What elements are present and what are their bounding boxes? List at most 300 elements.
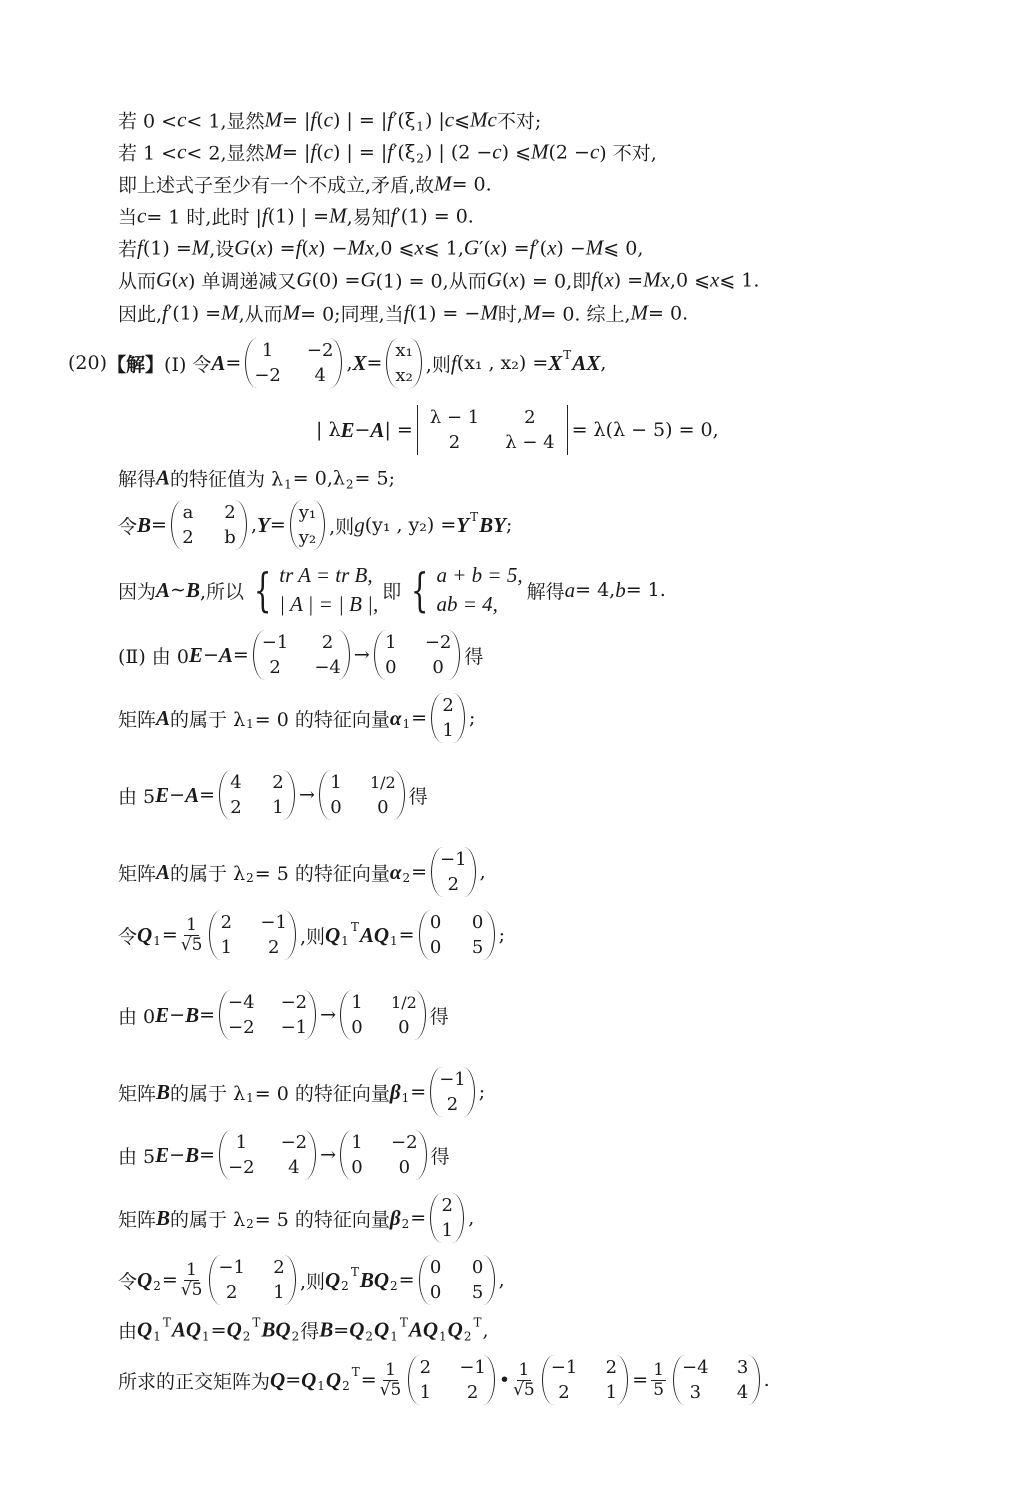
matrix-entry: 1	[442, 720, 454, 741]
text-run: ,	[498, 1269, 505, 1291]
matrix	[219, 1130, 316, 1180]
text-run: 得	[464, 645, 484, 668]
text-run: ) ⩽	[501, 141, 531, 163]
matrix	[419, 910, 495, 960]
math-variable: c	[444, 107, 455, 132]
text-run: =	[199, 784, 216, 806]
text-line	[118, 267, 759, 294]
matrix-entry: 0	[377, 797, 389, 818]
matrix	[171, 500, 247, 550]
matrix-entry: 2	[441, 1195, 453, 1216]
text-run: 即上述式子至少有一个不成立,矛盾,故	[118, 174, 435, 197]
matrix-entry: 5	[471, 937, 484, 958]
text-run: ) | = |	[332, 109, 388, 131]
text-run: ′(ξ	[393, 141, 416, 163]
text-run: (1) = 0,从而	[375, 270, 487, 293]
text-run: =	[410, 1081, 427, 1103]
math-variable: x	[547, 235, 557, 260]
subscript: 2	[390, 1279, 398, 1293]
subscript: 1	[390, 1329, 398, 1343]
math-variable: x	[178, 267, 188, 292]
math-variable: c	[589, 139, 600, 164]
text-run: ,所以	[199, 580, 245, 603]
math-variable: c	[323, 139, 333, 164]
text-run: =	[199, 1144, 216, 1166]
math-variable: M	[585, 235, 604, 260]
text-run: =	[398, 1269, 415, 1291]
numerator: 1	[518, 1359, 530, 1380]
text-run: ) |	[424, 109, 445, 131]
matrix-entry: y₂	[298, 527, 317, 548]
text-run: =	[225, 352, 242, 374]
subscript: 1	[416, 119, 424, 133]
text-run: 令	[118, 1270, 138, 1293]
subscript: 1	[317, 1379, 325, 1393]
text-run: = 0.	[648, 302, 689, 324]
text-run: = 0 的特征向量	[254, 1082, 390, 1105]
math-bold-symbol: Q	[301, 1367, 317, 1392]
denominator: √5	[379, 1379, 402, 1400]
math-bold-symbol: A	[185, 782, 200, 807]
text-run: ) = 0,即	[518, 270, 592, 293]
math-bold-symbol: Q	[137, 1267, 153, 1292]
numerator: 1	[653, 1359, 665, 1380]
text-run: =	[632, 1369, 649, 1391]
matrix-entry: λ − 4	[505, 432, 555, 453]
math-variable: M	[191, 235, 210, 260]
math-bold-symbol: Q	[226, 1317, 242, 1342]
matrix-entry: 3	[689, 1382, 702, 1403]
subscript: 2	[345, 477, 354, 491]
math-bold-symbol: E	[155, 782, 170, 807]
matrix-entry: −2	[228, 1017, 255, 1038]
math-variable: f	[162, 300, 168, 325]
matrix-entry: 4	[288, 1157, 300, 1178]
text-run: ) −	[318, 237, 348, 259]
math-bold-symbol: B	[185, 1142, 200, 1167]
matrix	[673, 1355, 760, 1405]
text-run: (Ⅱ) 由 0	[118, 645, 189, 668]
math-variable: x	[308, 235, 319, 260]
text-run: 时,	[497, 303, 523, 326]
matrix	[340, 1130, 427, 1180]
math-variable: M	[329, 203, 347, 228]
math-variable: M	[480, 300, 498, 325]
matrix-entry: −2	[306, 340, 334, 361]
text-line	[118, 1193, 474, 1243]
text-run: | λ	[316, 419, 341, 441]
text-run: −	[202, 644, 219, 666]
text-run: = 0. 综上,	[540, 303, 631, 326]
text-run: 不对;	[496, 110, 542, 133]
text-run: = |	[282, 109, 311, 131]
text-run: ) | = |	[332, 141, 388, 163]
math-bold-symbol: B	[319, 1317, 334, 1342]
math-variable: f	[403, 300, 410, 325]
subscript: 1	[202, 1329, 210, 1343]
text-run: 因此,	[118, 303, 163, 326]
matrix-entry: 2	[230, 797, 242, 818]
text-run: −	[354, 419, 371, 441]
text-run: ⩽	[454, 109, 471, 131]
matrix-entry-fraction: 1/2	[391, 993, 417, 1012]
math-variable: x	[490, 235, 501, 260]
matrix-entry: 2	[269, 657, 281, 678]
text-run: = 1.	[625, 579, 666, 601]
math-variable: x	[256, 235, 267, 260]
text-line	[118, 139, 657, 166]
matrix-entry: 0	[330, 797, 342, 818]
math-variable: Mc	[470, 107, 497, 132]
text-run: =	[411, 707, 428, 729]
text-run: = 5;	[354, 467, 395, 489]
matrix-entry: 4	[314, 365, 326, 386]
math-variable: M	[531, 139, 549, 164]
matrix-entry: 2	[605, 1357, 618, 1378]
superscript: T	[351, 1365, 360, 1379]
matrix	[245, 338, 342, 388]
text-run: ,则	[425, 353, 451, 376]
matrix-entry: 2	[466, 1382, 479, 1403]
matrix-entry: 0	[471, 1257, 484, 1278]
math-variable: g	[354, 512, 365, 537]
math-variable: b	[615, 577, 626, 602]
matrix-entry: −2	[280, 1132, 308, 1153]
subscript: 1	[390, 934, 398, 948]
math-variable: M	[282, 300, 301, 325]
matrix	[431, 693, 465, 743]
text-run: =	[366, 352, 383, 374]
matrix-entry: 2	[419, 1357, 432, 1378]
fraction	[513, 1361, 535, 1399]
matrix-entry: x₁	[395, 340, 413, 361]
matrix-entry: 1	[605, 1382, 618, 1403]
math-variable: c	[492, 139, 502, 164]
matrix-entry: −1	[440, 849, 467, 870]
text-run: ) =	[266, 237, 296, 259]
math-variable: G	[156, 267, 172, 292]
matrix-entry: −4	[314, 657, 341, 678]
text-run: ′(1) =	[167, 302, 222, 324]
matrix-entry: 1	[220, 937, 233, 958]
math-bold-symbol: BQ	[359, 1267, 390, 1292]
text-line	[118, 500, 512, 550]
denominator: 5	[653, 1379, 665, 1400]
matrix-entry: 2	[224, 502, 236, 523]
text-run: (	[316, 109, 324, 131]
system-row: tr A = tr B,	[279, 563, 373, 587]
math-variable: M	[522, 300, 541, 325]
text-run: < 2,显然	[186, 142, 265, 165]
text-run: ,设	[209, 238, 235, 261]
matrix-entry: 0	[398, 1017, 410, 1038]
matrix-entry: −2	[228, 1157, 255, 1178]
math-variable: Mx	[347, 235, 375, 260]
text-run: ,	[482, 1319, 489, 1341]
matrix-entry: 1	[441, 1220, 453, 1241]
text-run: = |	[282, 141, 311, 163]
matrix	[209, 910, 296, 960]
matrix-entry: 2	[225, 1282, 238, 1303]
superscript: T	[399, 1315, 408, 1329]
math-variable: G	[360, 267, 376, 292]
text-run: (	[596, 269, 605, 291]
text-run: 因为	[118, 580, 157, 603]
math-bold-symbol: E	[340, 417, 355, 442]
subscript: 1	[246, 717, 254, 731]
system-row: a + b = 5,	[436, 563, 523, 587]
text-run: −	[169, 1144, 186, 1166]
text-line	[118, 630, 483, 680]
math-variable: f	[387, 107, 394, 132]
text-run: 从而	[118, 270, 157, 293]
math-bold-symbol: Q	[270, 1367, 286, 1392]
text-run: = 5 的特征向量	[254, 862, 390, 885]
text-run: 矩阵	[118, 708, 157, 731]
text-run: 由 5	[118, 785, 156, 808]
numerator: 1	[385, 1359, 396, 1380]
math-variable: x	[710, 267, 720, 292]
subscript: 1	[341, 934, 349, 948]
subscript: 2	[402, 871, 411, 885]
matrix	[219, 990, 316, 1040]
matrix-entry: y₁	[298, 502, 317, 523]
text-run: 由	[118, 1320, 138, 1343]
math-bold-symbol: E	[155, 1142, 170, 1167]
matrix-entry: 1	[419, 1382, 432, 1403]
text-run: 由 0	[118, 1005, 156, 1028]
subscript: 2	[153, 1279, 161, 1293]
text-run: 若 1 <	[118, 142, 178, 165]
text-run: =	[151, 514, 167, 536]
text-run: (2 −	[548, 141, 590, 163]
matrix	[542, 1355, 629, 1405]
text-run: ,	[600, 352, 607, 374]
text-run: −	[169, 1004, 186, 1026]
text-run: ,0 ⩽	[669, 269, 711, 291]
text-run: | =	[384, 419, 413, 441]
matrix	[319, 770, 405, 820]
text-run: (1) | =	[267, 205, 330, 227]
math-bold-symbol: AX	[572, 350, 601, 375]
text-run: =	[161, 924, 178, 946]
text-run: ∼	[170, 579, 186, 601]
math-variable: M	[264, 107, 283, 132]
fraction	[380, 1361, 402, 1399]
matrix-entry: 4	[736, 1382, 749, 1403]
text-run: →	[320, 1144, 337, 1166]
math-bold-symbol: B	[185, 577, 200, 602]
matrix-entry: 0	[351, 1017, 363, 1038]
text-run: ;	[469, 707, 476, 729]
text-run: 令	[118, 925, 138, 948]
matrix-entry: 1	[261, 340, 274, 361]
matrix-entry: −1	[280, 1017, 308, 1038]
text-run: =	[210, 1319, 227, 1341]
math-bold-symbol: α	[389, 705, 402, 730]
text-run: ,	[346, 352, 353, 374]
text-run: 由 5	[118, 1145, 156, 1168]
subscript: 1	[284, 477, 292, 491]
matrix	[431, 847, 476, 897]
numerator: 1	[186, 914, 197, 935]
matrix-entry: 2	[448, 432, 461, 453]
math-bold-symbol: Y	[257, 512, 270, 537]
math-variable: x	[414, 235, 424, 260]
math-variable: G	[463, 235, 480, 260]
subscript: 1	[402, 717, 411, 731]
text-line	[118, 300, 688, 327]
matrix	[374, 630, 461, 680]
subscript: 2	[242, 1329, 251, 1343]
math-bold-symbol: Q	[137, 922, 153, 947]
matrix-entry: 0	[432, 657, 444, 678]
math-variable: c	[137, 203, 147, 228]
text-run: 得	[430, 1145, 450, 1168]
text-run: ,易知	[346, 206, 391, 229]
matrix-entry: 0	[429, 1257, 442, 1278]
matrix-entry: 0	[429, 1282, 442, 1303]
text-run: ;	[478, 1081, 486, 1103]
left-brace-icon: {	[253, 563, 272, 617]
math-bold-symbol: A	[156, 577, 171, 602]
text-run: →	[353, 644, 370, 666]
text-run: =	[161, 1269, 178, 1291]
math-bold-symbol: X	[352, 350, 367, 375]
text-run: 所求的正交矩阵为	[118, 1370, 271, 1393]
math-variable: f	[387, 139, 394, 164]
math-bold-symbol: A	[156, 465, 171, 490]
math-bold-symbol: Q	[325, 1267, 341, 1292]
text-run: →	[299, 784, 315, 806]
text-run: 的属于 λ	[170, 862, 246, 885]
system-rows	[437, 563, 523, 617]
text-run: < 1,显然	[186, 110, 265, 133]
text-line	[118, 693, 475, 743]
superscript: T	[350, 920, 359, 934]
math-variable: x	[509, 267, 519, 292]
text-run: (	[501, 269, 510, 291]
subscript: 2	[341, 1279, 349, 1293]
text-line	[118, 203, 474, 230]
math-variable: f	[591, 267, 597, 292]
text-run: =	[232, 644, 249, 666]
matrix-entry: −4	[682, 1357, 709, 1378]
matrix-entry: −1	[550, 1357, 578, 1378]
math-variable: G	[234, 235, 250, 260]
text-run: 的特征值为 λ	[170, 468, 284, 491]
math-bold-symbol: A	[370, 417, 385, 442]
matrix-entry: 2	[446, 1094, 459, 1115]
matrix-entry: −1	[218, 1257, 245, 1278]
math-variable: c	[177, 107, 187, 132]
math-bold-symbol: A	[156, 705, 171, 730]
math-bold-symbol: A	[156, 859, 171, 884]
equation-system	[405, 563, 522, 617]
determinant	[417, 405, 568, 455]
subscript: 1	[153, 1329, 161, 1343]
subscript: 1	[246, 1091, 254, 1105]
text-run: (	[316, 141, 324, 163]
matrix-entry: 2	[321, 632, 334, 653]
text-run: 的属于 λ	[170, 1208, 246, 1231]
math-bold-symbol: AQ	[171, 1317, 202, 1342]
superscript: T	[252, 1315, 261, 1329]
matrix	[408, 1355, 495, 1405]
text-line	[118, 465, 395, 492]
math-bold-symbol: E	[155, 1002, 170, 1027]
math-variable: Mx	[643, 267, 670, 292]
text-run: ,	[468, 1207, 475, 1229]
text-run: ,则	[299, 925, 325, 948]
text-run: ,0 ⩽	[374, 237, 415, 259]
text-line	[118, 990, 449, 1040]
text-run: ′(ξ	[393, 109, 416, 131]
text-run: = 0,λ	[292, 467, 345, 489]
subscript: 2	[401, 1217, 410, 1231]
matrix-entry: −1	[439, 1069, 466, 1090]
text-run: 解得	[118, 468, 157, 491]
text-run: =	[411, 861, 428, 883]
text-run: (	[171, 269, 179, 291]
text-line	[118, 1130, 450, 1180]
text-run: .	[763, 1369, 770, 1391]
math-variable: f	[295, 235, 302, 260]
text-run: 令	[118, 515, 138, 538]
text-line	[118, 910, 505, 960]
text-run: ⩽ 0,	[603, 237, 644, 259]
text-run: ) =	[500, 237, 530, 259]
matrix	[253, 630, 350, 680]
math-variable: G	[296, 267, 312, 292]
math-variable: f	[137, 235, 143, 260]
math-bold-symbol: Q	[325, 1367, 342, 1392]
math-bold-symbol: β	[389, 1079, 401, 1104]
math-bold-symbol: Y	[456, 512, 470, 537]
subscript: 1	[153, 934, 161, 948]
superscript: T	[473, 1315, 482, 1329]
text-run: ,	[250, 514, 257, 536]
text-run: = 0;同理,当	[300, 303, 404, 326]
text-run: −	[169, 784, 186, 806]
matrix-entry: 2	[273, 1257, 285, 1278]
text-line	[118, 171, 492, 198]
system-row: | A | = | B |,	[279, 592, 379, 616]
subscript: 2	[463, 1329, 472, 1343]
superscript: T	[470, 510, 479, 524]
subscript: 1	[439, 1329, 447, 1343]
matrix	[209, 1255, 296, 1305]
math-bold-symbol: AQ	[408, 1317, 439, 1342]
text-run: ) 单调递减又	[187, 270, 297, 293]
matrix-entry: 3	[736, 1357, 749, 1378]
text-run: =	[410, 1207, 427, 1229]
text-line	[118, 1255, 505, 1305]
matrix-entry: −1	[261, 632, 289, 653]
superscript: T	[563, 348, 572, 362]
matrix-entry: 1	[351, 992, 363, 1013]
matrix-entry: −2	[280, 992, 308, 1013]
subscript: 1	[401, 1091, 410, 1105]
math-bold-symbol: B	[156, 1205, 171, 1230]
fraction	[651, 1361, 666, 1399]
text-run: (x₁ , x₂) =	[456, 352, 549, 374]
subscript: 2	[246, 871, 254, 885]
text-run: ) | (2 −	[424, 141, 493, 163]
denominator: √5	[513, 1379, 535, 1400]
matrix	[430, 1067, 475, 1117]
matrix-entry: 0	[429, 937, 442, 958]
